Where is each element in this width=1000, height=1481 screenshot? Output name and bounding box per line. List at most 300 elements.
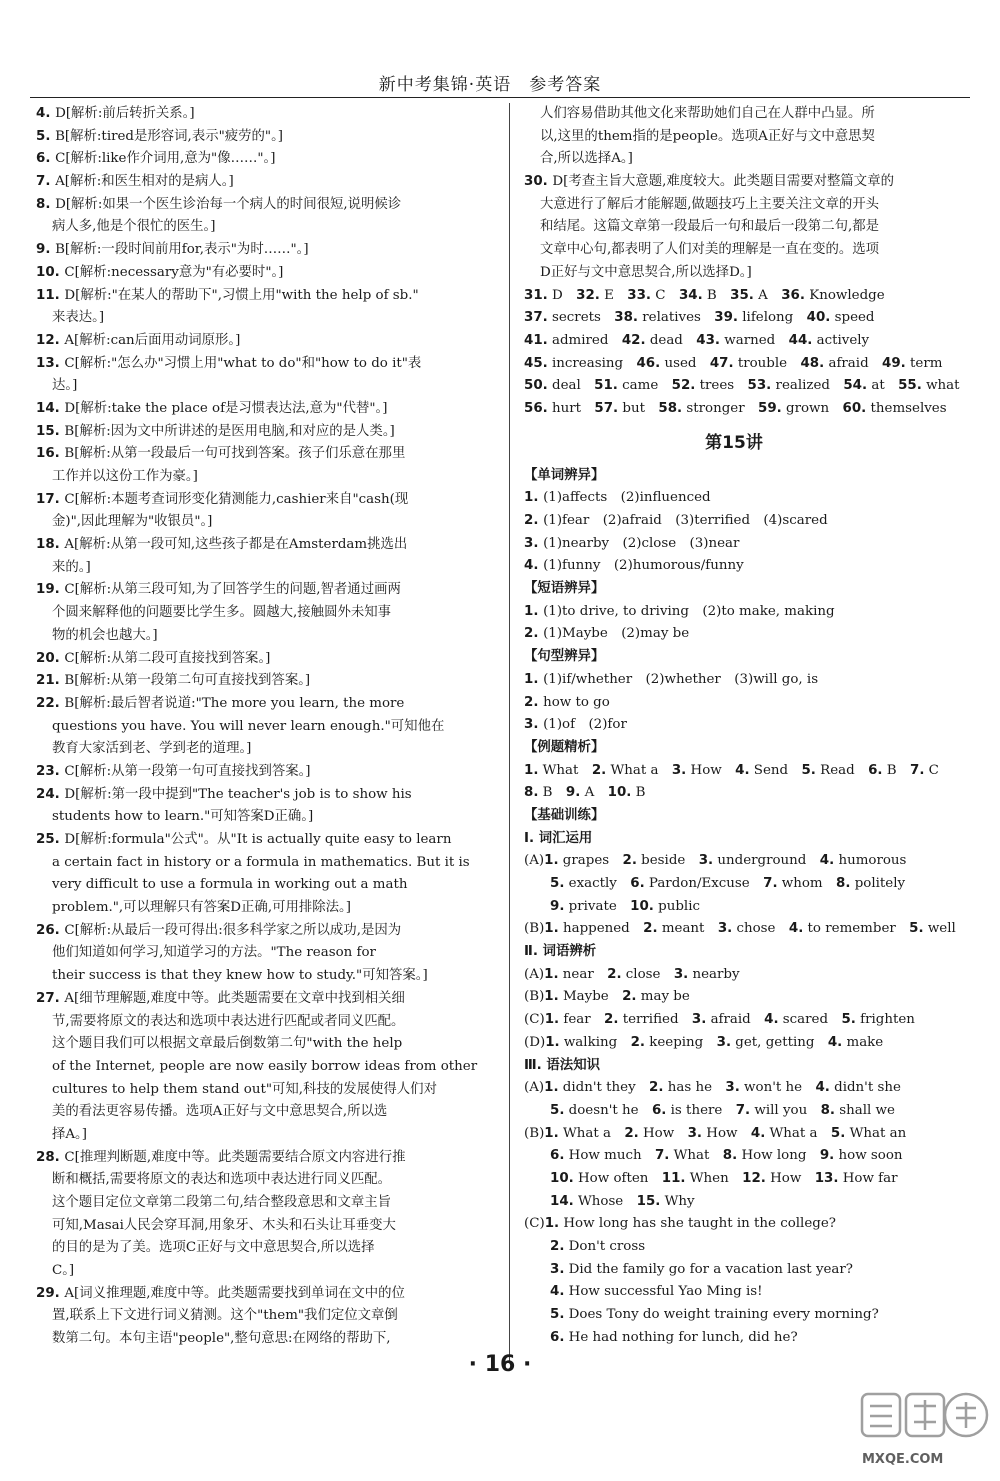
sub-part-label: (D) [524,1034,546,1050]
answer-text: C[解析:从最后一段可得出:很多科学家之所以成功,是因为 [64,922,402,938]
answer-value: public [653,898,700,914]
answer-text: 这个题目定位文章第二段第二句,结合整段意思和文章主旨 [52,1195,392,1210]
question-number: 6. [550,1329,565,1345]
answer-line [524,623,944,646]
answer-text: how to go [543,694,610,710]
question-number: 4. [815,1080,830,1096]
answer-value: didn't they [558,1080,650,1096]
answer-value: B [702,287,731,303]
answer-value: will you [750,1102,821,1118]
answer-value: happened [558,921,644,937]
answer-line [36,330,481,353]
answer-value: speed [830,310,875,326]
answer-line [36,1147,481,1170]
question-number: 58. [658,400,683,416]
right-column [524,103,960,1349]
question-number: 16. [36,446,65,462]
answer-text: of the Internet, people are now easily borrow ideas from other [52,1058,478,1074]
question-number: 3. [691,1012,707,1028]
answer-text: C[解析:"怎么办"习惯上用"what to do"和"how to do it"表 [64,355,422,371]
section-heading: Ⅲ. 语法知识 [524,1057,600,1073]
answer-value: nearby [688,966,740,982]
question-number: 4. [827,1034,843,1050]
answer-text: C[解析:从第一段第一句可直接找到答案。] [64,763,311,779]
question-number: 3. [524,717,544,733]
answer-line [36,670,481,693]
answer-row [524,964,944,987]
question-number: 1. [524,603,544,619]
answer-line [36,421,481,444]
answer-line [524,669,944,692]
answer-line [36,965,481,988]
answer-text: 金)",因此理解为"收银员"。] [52,514,213,530]
sub-part-label: (C) [524,1012,545,1028]
question-number: 2. [524,694,544,710]
answer-value: How far [838,1170,898,1186]
question-number: 20. [36,650,65,666]
question-number: 49. [882,355,906,371]
question-number: 2. [630,1034,645,1050]
answer-line [36,1124,481,1147]
question-number: 12. [742,1170,766,1186]
answer-row [524,850,944,873]
question-number: 1. [544,1125,559,1141]
answer-value: grapes [558,853,623,869]
answer-text: 来表达。] [52,310,105,326]
answer-line [36,579,481,602]
answer-line [36,738,481,761]
answer-text: 合,所以选择A。] [540,151,633,167]
question-number: 47. [709,355,734,371]
answer-text: C[解析:从第二段可直接找到答案。] [64,650,271,666]
answer-value: Maybe [558,989,623,1005]
answer-line [524,487,944,510]
answer-text: B[解析:最后智者说道:"The more you learn, the more [64,695,405,711]
question-number: 2. [622,989,637,1005]
answer-value: to remember [803,921,910,937]
answer-text: C[解析:本题考查词形变化猜测能力,cashier来自"cash(现 [64,491,409,507]
answer-value: What [669,1148,723,1164]
question-number: 7. [910,762,925,778]
answer-text: B[解析:tired是形容词,表示"疲劳的"。] [55,128,284,144]
answer-row [524,918,956,941]
question-number: 52. [671,378,696,394]
question-number: 9. [550,898,565,914]
answer-line [36,353,481,376]
answer-line [36,920,481,943]
answer-value: humorous [834,853,907,869]
answer-value: came [617,378,672,394]
sub-part-label: (B) [524,1125,545,1141]
answer-value: Knowledge [804,287,885,303]
answer-text: D[考查主旨大意题,难度较大。此类题目需要对整篇文章的 [552,174,894,190]
answer-line [36,1011,481,1034]
section-heading: Ⅰ. 词汇运用 [524,830,593,846]
answer-value: themselves [866,400,947,416]
page-number: · 16 · [468,1352,532,1377]
question-number: 7. [654,1148,670,1164]
answer-text: 的目的是为了美。选项C正好与文中意思契合,所以选择 [52,1240,375,1256]
question-number: 13. [36,355,65,371]
question-number: 21. [36,673,65,689]
answer-row [524,285,944,308]
answer-value: D [547,287,577,303]
question-number: 3. [687,1125,703,1141]
question-number: 9. [819,1148,835,1164]
answer-text: 数第二句。本句主语"people",整句意思:在网络的帮助下, [52,1331,391,1347]
answer-value: private [564,898,631,914]
answer-line [36,511,481,534]
question-number: 40. [806,310,831,326]
answer-text: 工作并以这份工作为豪。] [52,469,198,484]
answer-text: 大意进行了解后才能解题,做题技巧上主要关注文章的开头 [540,196,880,212]
question-number: 7. [36,174,56,190]
question-number: 4. [819,853,835,869]
answer-line [36,466,481,489]
question-number: 3. [671,762,687,778]
answer-value: How successful Yao Ming is! [564,1284,763,1300]
question-number: 10. [550,1170,574,1186]
answer-text: a certain fact in history or a formula in mathematics. But it is [52,854,470,870]
question-number: 3. [698,853,714,869]
answer-row [524,760,944,783]
answer-value: How [638,1125,688,1141]
answer-text: B[解析:一段时间前用for,表示"为时……"。] [55,242,309,258]
question-number: 4. [735,762,750,778]
question-number: 33. [627,287,652,303]
question-number: 32. [576,287,600,303]
question-number: 13. [814,1170,839,1186]
sub-part-label: (C) [524,1216,545,1232]
question-number: 36. [781,287,805,303]
question-number: 34. [678,287,703,303]
question-number: 1. [524,671,544,687]
answer-text: D[解析:第一段中提到"The teacher's job is to show his [64,786,412,802]
answer-line [36,216,481,239]
answer-text: 个圆来解释他的问题要比学生多。圆越大,接触圆外未知事 [52,605,392,621]
question-number: 14. [550,1193,574,1209]
answer-value: B [631,785,646,801]
answer-value: terrified [618,1012,692,1028]
question-number: 23. [36,763,65,779]
answer-text: A[解析:从第一段可知,这些孩子都是在Amsterdam挑选出 [64,537,408,553]
question-number: 28. [36,1149,65,1165]
answer-line [36,307,481,330]
answer-row [524,986,944,1009]
answer-line [524,555,944,578]
answer-line [36,489,481,512]
answer-value: hurt [547,400,595,416]
question-number: 1. [524,762,539,778]
question-number: 37. [524,310,548,326]
answer-line [524,103,944,126]
answer-row [524,1213,944,1236]
question-number: 44. [788,332,813,348]
answer-line [36,874,481,897]
question-number: 3. [725,1080,740,1096]
answer-value: How often [573,1170,662,1186]
question-number: 17. [36,491,65,507]
question-number: 3. [717,921,733,937]
section-heading: Ⅱ. 词语辨析 [524,944,597,960]
answer-line [36,852,481,875]
answer-value: What a [558,1125,625,1141]
answer-text: questions you have. You will never learn enough."可知他在 [52,718,445,734]
answer-row [524,353,944,376]
question-number: 1. [524,490,544,506]
question-number: 9. [565,785,581,801]
question-number: 41. [524,332,548,348]
answer-value: lifelong [738,310,807,326]
answer-row [524,1191,944,1214]
answer-line [36,103,481,126]
answer-value: chose [732,921,789,937]
question-number: 8. [820,1102,835,1118]
question-number: 31. [524,287,548,303]
answer-text: B[解析:因为文中所讲述的是医用电脑,和对应的是人类。] [64,423,395,439]
question-number: 1. [544,1080,559,1096]
answer-text: 断和概括,需要将原文的表达和选项中表达进行同义匹配。 [52,1172,392,1188]
answer-text: 来的。] [52,559,91,575]
section-heading: 【句型辨异】 [524,649,605,665]
answer-value: doesn't he [564,1102,652,1118]
answer-value: fear [559,1012,605,1028]
question-number: 11. [661,1170,686,1186]
answer-row [524,375,960,398]
question-number: 5. [550,1307,565,1323]
sub-part-label: (A) [524,966,545,982]
answer-value: trees [695,378,748,394]
answer-value: How [702,1125,751,1141]
answer-line [524,148,944,171]
question-number: 5. [830,1125,846,1141]
answer-text: (1)nearby (2)close (3)near [543,535,740,551]
question-number: 9. [36,242,56,258]
question-number: 4. [788,921,804,937]
question-number: 54. [843,378,868,394]
answer-value: well [923,921,956,937]
answer-text: 以,这里的them指的是people。选项A正好与文中意思契 [540,128,875,144]
answer-text: D[解析:"在某人的帮助下",习惯上用"with the help of sb." [64,287,419,303]
answer-line [36,1101,481,1124]
answer-row [524,1168,944,1191]
answer-value: get, getting [731,1034,828,1050]
question-number: 5. [550,876,565,891]
answer-text: C[解析:从第三段可知,为了回答学生的问题,智者通过画两 [64,582,401,598]
question-number: 19. [36,582,65,598]
answer-value: A [753,287,782,303]
question-number: 10. [36,264,65,280]
left-column [36,103,481,1351]
answer-value: shall we [835,1102,895,1118]
answer-value: close [621,966,674,982]
question-number: 43. [696,332,720,348]
answer-row [524,398,947,421]
answer-value: Don't cross [564,1239,646,1254]
section-heading: 【基础训练】 [524,807,605,823]
answer-value: beside [636,853,699,869]
answer-value: meant [657,921,718,937]
answer-row [524,1009,944,1032]
answer-text: D[解析:前后转折关系。] [55,106,195,121]
watermark-url: MXQE.COM [862,1452,944,1467]
answer-text: 置,联系上下文进行词义猜测。这个"them"我们定位文章倒 [52,1308,398,1324]
answer-text: 美的看法更容易传播。选项A正好与文中意思契合,所以选 [52,1104,388,1120]
question-number: 29. [36,1285,65,1301]
question-number: 1. [544,1012,560,1028]
answer-text: 和结尾。这篇文章第一段最后一句和最后一段第二句,都是 [540,219,880,235]
answer-text: D[解析:take the place of是习惯表达法,意为"代替"。] [64,400,388,416]
question-number: 14. [36,400,65,416]
question-number: 1. [544,989,559,1005]
answer-value: C [651,287,679,303]
answer-line [524,126,944,149]
answer-value: He had nothing for lunch, did he? [564,1329,798,1345]
answer-line [524,171,944,194]
lesson-title: 第15讲 [705,432,763,453]
answer-text: their success is that they knew how to study."可知答案。] [52,968,428,984]
answer-value: but [618,400,659,416]
answer-value: afraid [706,1012,765,1028]
answer-text: D[解析:如果一个医生诊治每一个病人的时间很短,说明候诊 [55,196,402,212]
question-number: 30. [524,174,553,190]
answer-value: B [882,762,911,778]
answer-value: actively [812,332,870,348]
question-number: 2. [643,921,658,937]
answer-value: used [660,355,710,371]
question-number: 1. [544,921,559,937]
answer-value: afraid [824,355,883,371]
answer-line [36,988,481,1011]
answer-line [36,942,481,965]
answer-text: 这个题目我们可以根据文章最后倒数第二句"with the help [52,1036,403,1052]
answer-line [36,693,481,716]
answer-line [36,897,481,920]
question-number: 6. [630,876,645,891]
answer-value: What a [765,1125,831,1141]
answer-text: (1)of (2)for [543,717,627,733]
answer-text: 可知,Masai人民会穿耳洞,用象牙、木头和石头让耳垂变大 [52,1217,396,1233]
answer-row [524,1077,944,1100]
answer-value: Send [749,762,802,778]
question-number: 2. [649,1080,664,1096]
answer-value: B [538,785,566,801]
answer-text: problem.",可以理解只有答案D正确,可用排除法。] [52,900,351,916]
answer-line [36,784,481,807]
question-number: 48. [800,355,825,371]
answer-text: 物的机会也越大。] [52,627,158,643]
answer-line [36,1056,481,1079]
question-number: 26. [36,922,65,938]
answer-value: dead [645,332,697,348]
column-divider [509,103,510,1361]
answer-text: students how to learn."可知答案D正确。] [52,809,314,825]
answer-value: deal [547,378,595,394]
answer-line [36,1192,481,1215]
answer-row [524,1281,944,1304]
answer-row [524,1100,944,1123]
answer-line [524,194,944,217]
answer-line [36,1305,481,1328]
answer-row [524,1236,944,1259]
question-number: 3. [716,1034,732,1050]
answer-value: How long [737,1148,820,1164]
section-heading: 【例题精析】 [524,739,605,755]
answer-row [524,330,944,353]
question-number: 1. [544,966,559,982]
question-number: 2. [524,513,544,528]
answer-line [36,1215,481,1238]
answer-text: A[解析:和医生相对的是病人。] [55,174,234,190]
answer-line [36,602,481,625]
question-number: 18. [36,537,65,553]
answer-key-31-60 [524,285,960,421]
question-number: 2. [604,1012,619,1028]
question-number: 35. [730,287,754,303]
answer-value: at [867,378,899,394]
answer-value: has he [663,1080,726,1096]
answer-value: is there [666,1102,736,1118]
question-number: 4. [36,106,56,121]
answer-value: realized [771,378,844,394]
answer-line [524,601,944,624]
question-number: 11. [36,287,65,303]
answer-line [36,761,481,784]
sub-part-label: (A) [524,1080,545,1096]
answer-value: How long has she taught in the college? [559,1216,836,1232]
answer-value: make [842,1034,884,1050]
section-heading: 【短语辨异】 [524,581,605,597]
answer-value: How much [564,1148,655,1164]
question-number: 45. [524,355,548,371]
answer-line [36,126,481,149]
answer-text: 他们知道如何学习,知道学习的方法。"The reason for [52,945,376,961]
answer-row [524,307,944,330]
answer-value: won't he [739,1080,816,1096]
answer-line [36,1260,481,1283]
answer-value: walking [559,1034,631,1050]
question-number: 7. [735,1102,751,1118]
answer-line [36,1237,481,1260]
answer-value: Does Tony do weight training every morning? [564,1307,879,1323]
answer-line [524,239,944,262]
question-number: 12. [36,332,65,348]
answer-value: increasing [547,355,637,371]
answer-value: Did the family go for a vacation last year? [564,1261,853,1277]
question-number: 55. [898,378,922,394]
answer-text: 节,需要将原文的表达和选项中表达进行匹配或者同义匹配。 [52,1013,405,1029]
question-number: 59. [758,400,782,416]
answer-value: Why [660,1193,695,1209]
answer-value: What a [606,762,672,778]
question-number: 38. [614,310,638,326]
answer-value: politely [850,876,906,891]
answer-value: underground [713,853,820,869]
question-number: 3. [673,966,689,982]
answer-text: C[解析:like作介词用,意为"像……"。] [55,151,276,167]
answer-value: What [538,762,592,778]
question-number: 1. [544,853,559,869]
answer-line [36,557,481,580]
question-number: 4. [764,1012,779,1028]
answer-line [36,1079,481,1102]
sub-part-label: (B) [524,921,545,937]
answer-line [524,692,944,715]
question-number: 2. [607,966,622,982]
question-number: 15. [36,423,65,439]
answer-value: warned [720,332,789,348]
answer-value: Read [815,762,869,778]
